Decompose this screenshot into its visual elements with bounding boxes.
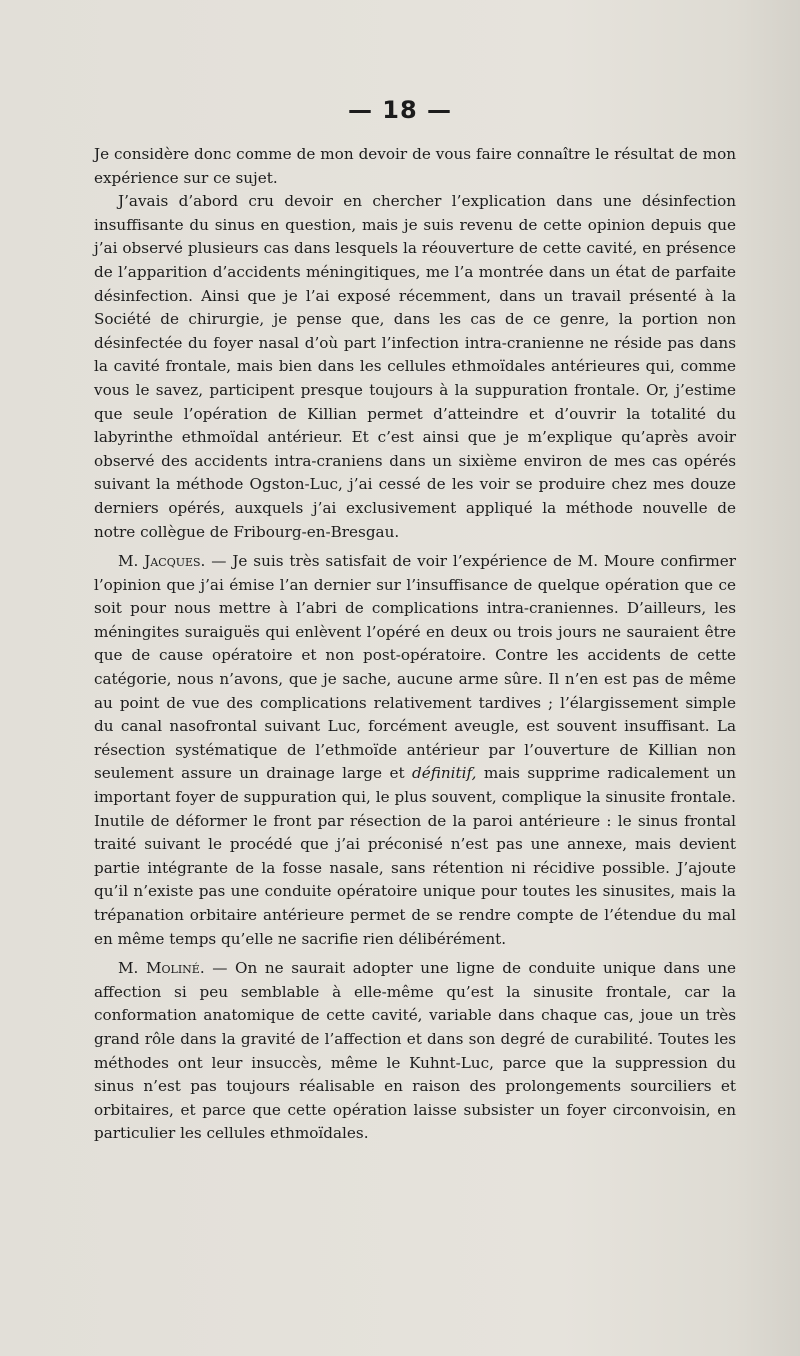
paragraph-text-continued: mais supprime radicalement un important foyer de suppuration qui, le plus souvent, complique la sinusite frontale. Inutile de déformer le front par résection de la paroi antérieure : le sinus frontal traité suivant le procédé que j’ai préconisé n’est pas une annexe, mais devient partie intégrante de la fosse nasale, sans rétention ni récidive possible. J’ajoute qu’il n’existe pas une conduite opératoire unique pour toutes les sinusites, mais la trépanation orbitaire antérieure permet de se rendre compte de l’étendue du mal en même temps qu’elle ne sacrifie rien délibérément.	[94, 764, 736, 948]
paragraph-moline	[94, 957, 736, 1146]
emphasis-text: définitif,	[412, 764, 477, 783]
body-text	[94, 143, 736, 1146]
page-number: — 18 —	[347, 96, 453, 124]
paragraph-jacques	[94, 550, 736, 951]
paragraph-2: J’avais d’abord cru devoir en chercher l’explication dans une désinfection insuffisante du sinus en question, mais je suis revenu de cette opinion depuis que j’ai observé plusieurs cas dans lesquels la réouverture de cette cavité, en présence de l’apparition d’accidents méningitiques, me l’a montrée dans un état de parfaite désinfection. Ainsi que je l’ai exposé récemment, dans un travail présenté à la Société de chirurgie, je pense que, dans les cas de ce genre, la portion non désinfectée du foyer nasal d’où part l’infection intra-cranienne ne réside pas dans la cavité frontale, mais bien dans les cellules ethmoïdales antérieures qui, comme vous le savez, participent presque toujours à la suppuration frontale. Or, j’estime que seule l’opération de Killian permet d’atteindre et d’ouvrir la totalité du labyrinthe ethmoïdal antérieur. Et c’est ainsi que je m’explique qu’après avoir observé des accidents intra-craniens dans un sixième environ de mes cas opérés suivant la méthode Ogston-Luc, j’ai cessé de les voir se produire chez mes douze derniers opérés, auxquels j’ai exclusivement appliqué la méthode nouvelle de notre collègue de Fribourg-en-Bresgau.	[94, 192, 736, 541]
paragraph-1: Je considère donc comme de mon devoir de vous faire connaître le résultat de mon expérience sur ce sujet.	[94, 145, 736, 187]
paragraph-text: — Je suis très satisfait de voir l’expérience de M. Moure confirmer l’opinion que j’ai émise l’an dernier sur l’insuffisance de quelque opération que ce soit pour nous mettre à l’abri de complications intra-craniennes. D’ailleurs, les méningites suraiguës qui enlèvent l’opéré en deux ou trois jours ne sauraient être que de cause opératoire et non post-opératoire. Contre les accidents de cette catégorie, nous n’avons, que je sache, aucune arme sûre. Il n’en est pas de même au point de vue des complications relativement tardives ; l’élargissement simple du canal nasofrontal suivant Luc, forcément aveugle, est souvent insuffisant. La résection systématique de l’ethmoïde antérieur par l’ouverture de Killian non seulement assure un drainage large et	[94, 552, 736, 783]
paragraph-text: — On ne saurait adopter une ligne de conduite unique dans une affection si peu semblable à elle-même qu’est la sinusite frontale, car la conformation anatomique de cette cavité, variable dans chaque cas, joue un très grand rôle dans la gravité de l’affection et dans son degré de curabilité. Toutes les méthodes ont leur insuccès, même le Kuhnt-Luc, parce que la suppression du sinus n’est pas toujours réalisable en raison des prolongements sourciliers et orbitaires, et parce que cette opération laisse subsister un foyer circonvoisin, en particulier les cellules ethmoïdales.	[94, 959, 736, 1143]
speaker-name: M. Moliné.	[118, 959, 205, 978]
speaker-name: M. Jacques.	[118, 552, 206, 571]
